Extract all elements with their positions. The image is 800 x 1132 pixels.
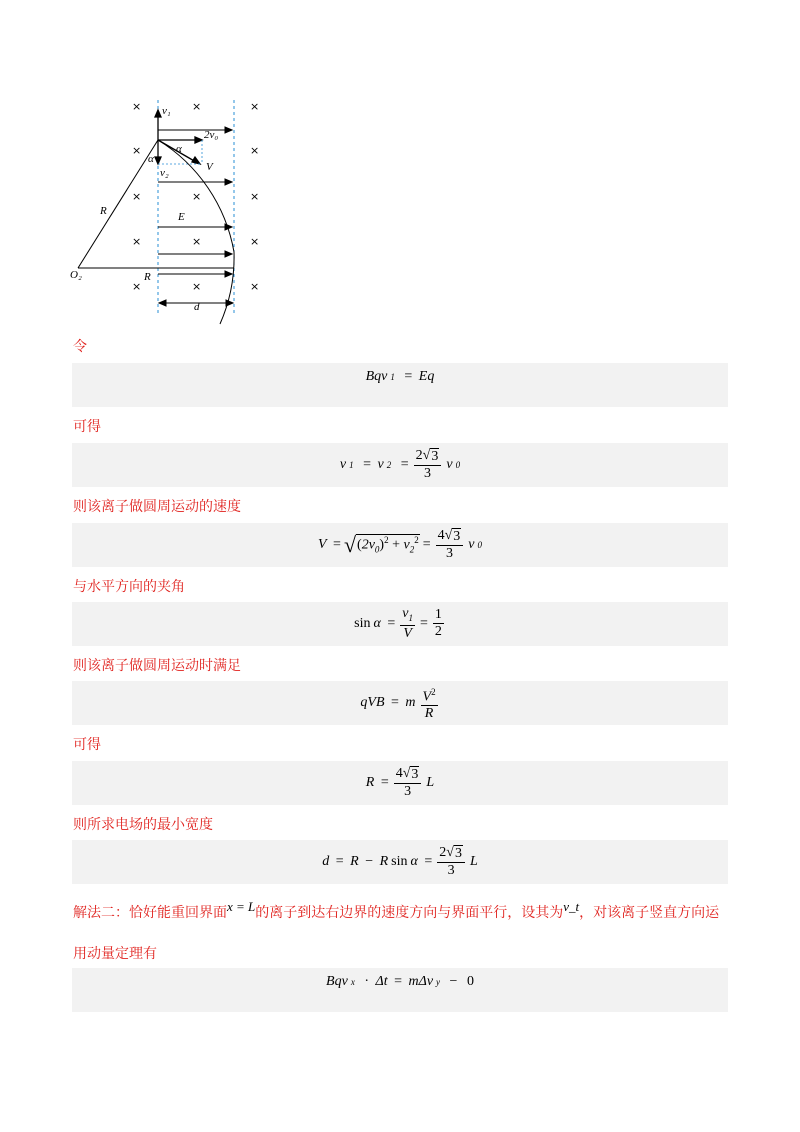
section-label: 可得	[73, 419, 101, 435]
label-R-bottom: R	[144, 271, 151, 283]
method2-text-3: ，对该离子竖直方向运	[579, 905, 720, 921]
equation-box	[72, 363, 728, 407]
section-label: 则该离子做圆周运动的速度	[73, 499, 241, 515]
label-R-line: R	[100, 205, 107, 217]
field-diagram-svg	[70, 92, 270, 324]
label-d: d	[194, 301, 200, 313]
label-alpha-left: α	[148, 153, 154, 165]
method2-line2: 用动量定理有	[73, 946, 157, 962]
method2-text-1: 解法二：恰好能重回界面	[73, 905, 227, 921]
cross: ×	[192, 190, 202, 203]
cross: ×	[192, 280, 202, 293]
section-label: 可得	[73, 737, 101, 753]
cross: ×	[250, 144, 260, 157]
equation-box	[72, 840, 728, 884]
equation-circular-motion: qVB = m $\frac{V^2}{R}$	[360, 684, 439, 723]
equation-force-balance: Bqv 1 = Eq	[365, 369, 435, 384]
section-label: 与水平方向的夹角	[73, 579, 185, 595]
cross: ×	[250, 280, 260, 293]
cross: ×	[132, 235, 142, 248]
equation-momentum-theorem: Bqv x · Δt = mΔv y − 0	[326, 974, 474, 989]
method2-text-2: 的离子到达右边界的速度方向与界面平行，设其为	[255, 905, 564, 921]
equation-box	[72, 761, 728, 805]
label-O2: O₂	[70, 269, 82, 281]
cross: ×	[132, 144, 142, 157]
section-label: 令	[73, 339, 87, 355]
label-2v0: 2v₀	[204, 129, 219, 141]
cross: ×	[132, 190, 142, 203]
method2-math-vt: v_t	[563, 899, 580, 914]
velocity-vectors	[155, 110, 202, 164]
label-E: E	[178, 211, 185, 223]
equation-box	[72, 523, 728, 567]
cross: ×	[132, 280, 142, 293]
cross: ×	[250, 190, 260, 203]
cross: ×	[250, 100, 260, 113]
equation-velocity-V: V = √ $(2v_0)^2 + v_2^2$ = 4 √ 3 3 v 0	[317, 528, 483, 561]
cross: ×	[250, 235, 260, 248]
section-label: 则该离子做圆周运动时满足	[73, 658, 241, 674]
cross: ×	[132, 100, 142, 113]
method2-line1	[73, 899, 720, 922]
equation-box	[72, 602, 728, 646]
equation-sin-alpha: sin α = $\frac{v_1}{V}$ = $\frac{1}{2}$	[354, 605, 442, 642]
method2-math-x-equals-L: x = L	[227, 899, 256, 914]
equation-box	[72, 681, 728, 725]
label-v2: v₂	[160, 167, 169, 179]
section-label: 则所求电场的最小宽度	[73, 817, 213, 833]
trajectory-arc	[158, 140, 234, 324]
equation-box	[72, 968, 728, 1012]
equation-min-width: d = R − R sin α = 2 √ 3 3 L	[322, 845, 478, 878]
cross: ×	[192, 235, 202, 248]
magnetic-field-crosses	[132, 100, 259, 293]
label-V: V	[206, 161, 213, 173]
cross: ×	[192, 100, 202, 113]
radius-line	[78, 140, 158, 268]
physics-diagram	[70, 92, 270, 324]
label-v1: v₁	[162, 105, 171, 117]
equation-v1-v2: v 1 = v 2 = 2 √ 3 3 v 0	[339, 448, 461, 481]
equation-box	[72, 443, 728, 487]
equation-radius: R = 4 √ 3 3 L	[365, 766, 435, 799]
label-alpha-top: α	[176, 143, 182, 155]
